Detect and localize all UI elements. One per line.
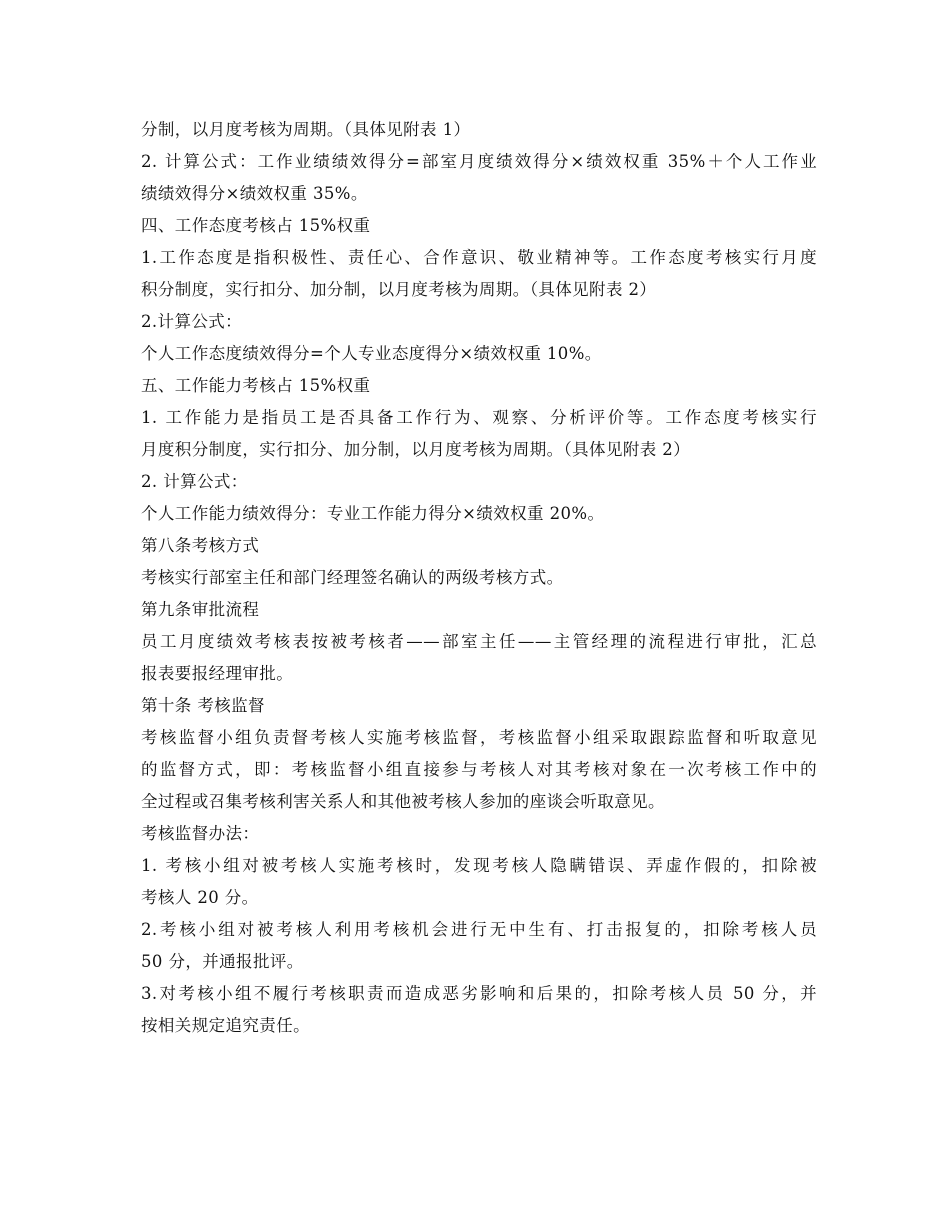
article-heading: 第八条考核方式: [141, 536, 260, 555]
text-line: 按相关规定追究责任。: [141, 1016, 310, 1035]
text-line: 报表要报经理审批。: [141, 664, 294, 683]
text-line: 3.对考核小组不履行考核职责而造成恶劣影响和后果的，扣除考核人员 50 分，并: [141, 984, 817, 1003]
text-line: 考核实行部室主任和部门经理签名确认的两级考核方式。: [141, 568, 564, 587]
text-line: 50 分，并通报批评。: [141, 952, 304, 971]
text-line: 员工月度绩效考核表按被考核者——部室主任——主管经理的流程进行审批，汇总: [141, 632, 817, 651]
article-heading: 第九条审批流程: [141, 600, 260, 619]
document-body: [141, 114, 817, 1042]
text-line: 1.工作态度是指积极性、责任心、合作意识、敬业精神等。工作态度考核实行月度: [141, 248, 817, 267]
text-line: 个人工作态度绩效得分=个人专业态度得分×绩效权重 10%。: [141, 344, 602, 363]
text-line: 2.计算公式：: [141, 312, 243, 331]
text-line: 1. 工作能力是指员工是否具备工作行为、观察、分析评价等。工作态度考核实行: [141, 408, 817, 427]
text-line: 积分制度，实行扣分、加分制，以月度考核为周期。（具体见附表 2）: [141, 280, 657, 299]
text-line: 月度积分制度，实行扣分、加分制，以月度考核为周期。（具体见附表 2）: [141, 440, 691, 459]
text-line: 绩绩效得分×绩效权重 35%。: [141, 184, 368, 203]
text-line: 全过程或召集考核利害关系人和其他被考核人参加的座谈会听取意见。: [141, 792, 665, 811]
article-heading: 第十条 考核监督: [141, 696, 265, 715]
text-line: 考核人 20 分。: [141, 888, 259, 907]
text-line: 的监督方式，即：考核监督小组直接参与考核人对其考核对象在一次考核工作中的: [141, 760, 817, 779]
section-heading: 五、工作能力考核占 15%权重: [141, 376, 371, 395]
text-line: 分制，以月度考核为周期。（具体见附表 1）: [141, 120, 471, 139]
text-line: 1. 考核小组对被考核人实施考核时，发现考核人隐瞒错误、弄虚作假的，扣除被: [141, 856, 817, 875]
section-heading: 四、工作态度考核占 15%权重: [141, 216, 371, 235]
text-line: 考核监督小组负责督考核人实施考核监督，考核监督小组采取跟踪监督和听取意见: [141, 728, 817, 747]
text-line: 2.考核小组对被考核人利用考核机会进行无中生有、打击报复的，扣除考核人员: [141, 920, 817, 939]
text-line: 考核监督办法：: [141, 824, 260, 843]
text-line: 2. 计算公式：工作业绩绩效得分=部室月度绩效得分×绩效权重 35%＋个人工作业: [141, 152, 817, 171]
text-line: 2. 计算公式：: [141, 472, 248, 491]
text-line: 个人工作能力绩效得分：专业工作能力得分×绩效权重 20%。: [141, 504, 605, 523]
